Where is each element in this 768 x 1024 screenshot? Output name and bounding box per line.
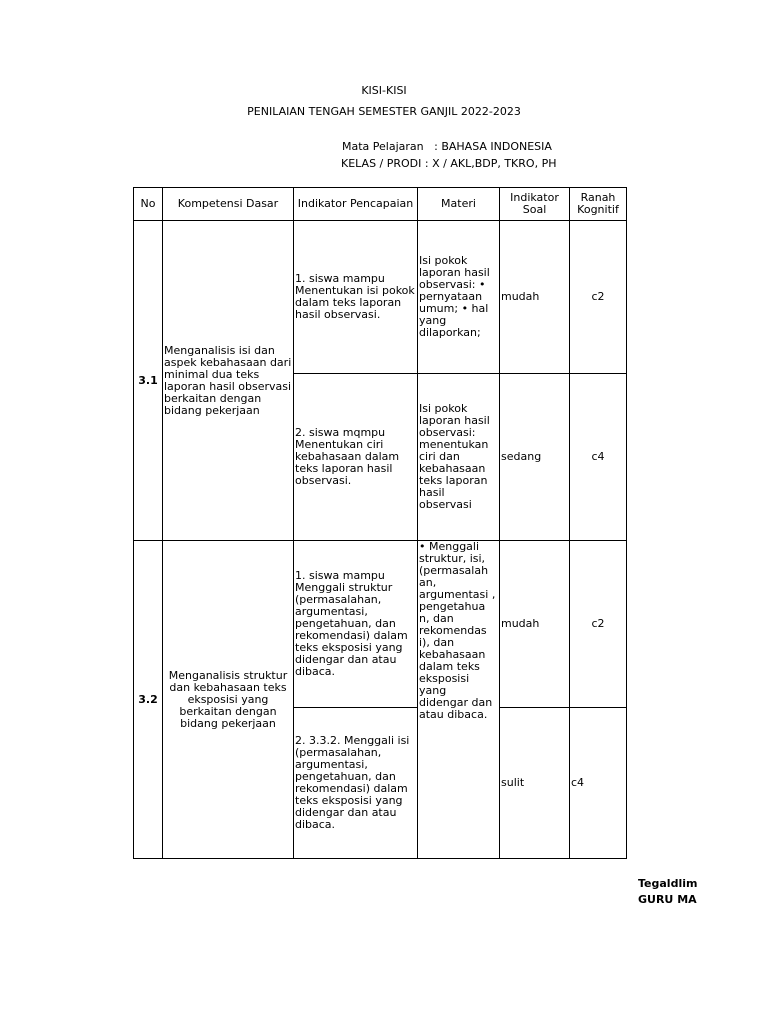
- col-header-soal: Indikator Soal: [500, 188, 570, 221]
- footer-signer: GURU MA: [638, 893, 697, 906]
- row-ranah: c2: [570, 221, 627, 374]
- row-ranah: c2: [570, 541, 627, 708]
- row-no: 3.2: [134, 541, 163, 859]
- row-materi: Isi pokok laporan hasil observasi: menentukan ciri dan kebahasaan teks laporan hasil observasi: [418, 374, 500, 541]
- table-row: [134, 541, 627, 708]
- footer-place-date: Tegaldlim: [638, 877, 698, 890]
- row-indikator-soal: mudah: [500, 221, 570, 374]
- row-indikator-soal: mudah: [500, 541, 570, 708]
- footer-clip: [628, 0, 768, 1024]
- row-indikator: 1. siswa mampu Menggali struktur (permasalahan, argumentasi, pengetahuan, dan rekomendasi) dalam teks eksposisi yang didengar dan atau dibaca.: [294, 541, 418, 708]
- subject-label: Mata Pelajaran: [342, 140, 424, 153]
- row-indikator-soal: sedang: [500, 374, 570, 541]
- col-header-indikator: Indikator Pencapaian: [294, 188, 418, 221]
- row-kd: Menganalisis isi dan aspek kebahasaan dari minimal dua teks laporan hasil observasi berkaitan dengan bidang pekerjaan: [163, 221, 294, 541]
- doc-title: KISI-KISI: [361, 84, 407, 97]
- row-kd: Menganalisis struktur dan kebahasaan teks eksposisi yang berkaitan dengan bidang pekerjaan: [163, 541, 294, 859]
- col-header-kd: Kompetensi Dasar: [163, 188, 294, 221]
- col-header-materi: Materi: [418, 188, 500, 221]
- row-no: 3.1: [134, 221, 163, 541]
- kisi-table: [133, 187, 627, 859]
- row-ranah: c4: [570, 708, 627, 859]
- class-line: KELAS / PRODI : X / AKL,BDP, TKRO, PH: [341, 157, 557, 170]
- row-materi: Isi pokok laporan hasil observasi: • pernyataan umum; • hal yang dilaporkan;: [418, 221, 500, 374]
- row-ranah: c4: [570, 374, 627, 541]
- row-indikator: 1. siswa mampu Menentukan isi pokok dalam teks laporan hasil observasi.: [294, 221, 418, 374]
- table-row: [134, 221, 627, 374]
- row-indikator: 2. siswa mqmpu Menentukan ciri kebahasaan dalam teks laporan hasil observasi.: [294, 374, 418, 541]
- row-materi: • Menggali struktur, isi, (permasalah an, argumentasi , pengetahua n, dan rekomendas i), dan kebahasaan dalam teks eksposisi yang didengar dan atau dibaca.: [418, 541, 500, 859]
- col-header-no: No: [134, 188, 163, 221]
- row-indikator: 2. 3.3.2. Menggali isi (permasalahan, argumentasi, pengetahuan, dan rekomendasi) dalam teks eksposisi yang didengar dan atau dibaca.: [294, 708, 418, 859]
- row-indikator-soal: sulit: [500, 708, 570, 859]
- subject-line: [342, 140, 552, 154]
- table-header-row: [134, 188, 627, 221]
- subject-value: : BAHASA INDONESIA: [434, 140, 552, 153]
- doc-subtitle: PENILAIAN TENGAH SEMESTER GANJIL 2022-2023: [247, 105, 521, 118]
- col-header-ranah: Ranah Kognitif: [570, 188, 627, 221]
